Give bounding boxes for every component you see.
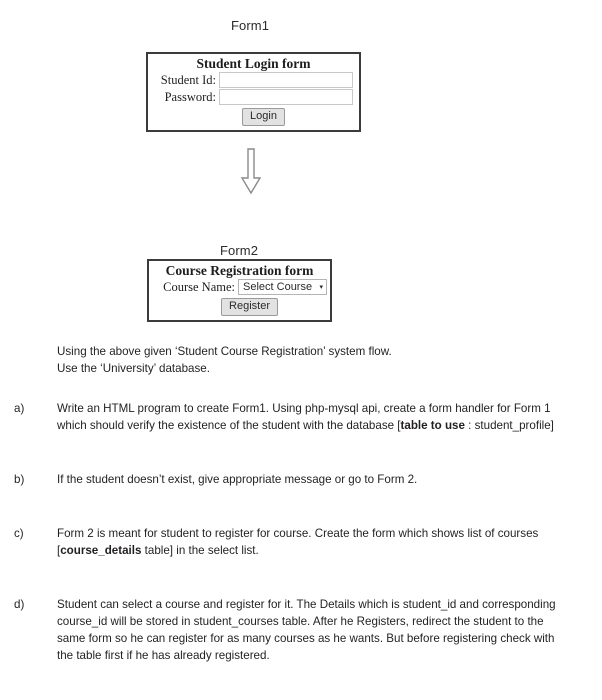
form1-caption: Form1 xyxy=(230,18,270,33)
chevron-down-icon: ▾ xyxy=(319,283,323,291)
course-name-label: Course Name: xyxy=(163,279,235,294)
question-item-b xyxy=(0,471,602,488)
login-button[interactable]: Login xyxy=(242,108,285,126)
arrow-down-icon xyxy=(238,148,264,196)
form2-title: Course Registration form xyxy=(165,263,314,278)
student-id-input[interactable] xyxy=(219,72,353,88)
student-id-label: Student Id: xyxy=(160,72,216,87)
question-marker-b: b) xyxy=(14,473,25,486)
intro-line-1: Using the above given ‘Student Course Registration’ system flow. xyxy=(57,345,392,358)
question-text-b: If the student doesn’t exist, give appropriate message or go to Form 2. xyxy=(57,473,418,486)
question-text-a: Write an HTML program to create Form1. Using php-mysql api, create a form handler for Form 1 which should verify the existence of the student with the database [table to use : student_profile] xyxy=(57,402,554,432)
form2-button-row xyxy=(149,298,330,316)
form1-button-row xyxy=(148,108,359,126)
question-text-c: Form 2 is meant for student to register for course. Create the form which shows list of courses [course_details table] in the select list. xyxy=(57,527,539,557)
register-button[interactable]: Register xyxy=(221,298,278,316)
password-label: Password: xyxy=(164,89,216,104)
course-select-value: Select Course xyxy=(243,281,313,293)
question-text-d: Student can select a course and register for it. The Details which is student_id and corresponding course_id will be stored in student_courses table. After he Registers, redirect the student to the same form so he can register for as many courses as he wants. But before registering check with the table first if he has already registered. xyxy=(57,598,556,662)
student-id-row xyxy=(148,72,359,88)
password-row xyxy=(148,89,359,105)
form1-title: Student Login form xyxy=(196,56,311,71)
course-name-row xyxy=(149,279,330,295)
question-item-d xyxy=(0,596,602,664)
form2-caption: Form2 xyxy=(219,243,259,258)
question-item-c xyxy=(0,525,602,559)
form2-box xyxy=(147,259,332,322)
question-marker-c: c) xyxy=(14,527,24,540)
intro-block xyxy=(57,343,557,377)
question-item-a xyxy=(0,400,602,434)
question-marker-a: a) xyxy=(14,402,25,415)
course-select[interactable] xyxy=(238,279,327,295)
form1-box xyxy=(146,52,361,132)
question-marker-d: d) xyxy=(14,598,25,611)
intro-line-2: Use the ‘University’ database. xyxy=(57,362,210,375)
password-input[interactable] xyxy=(219,89,353,105)
